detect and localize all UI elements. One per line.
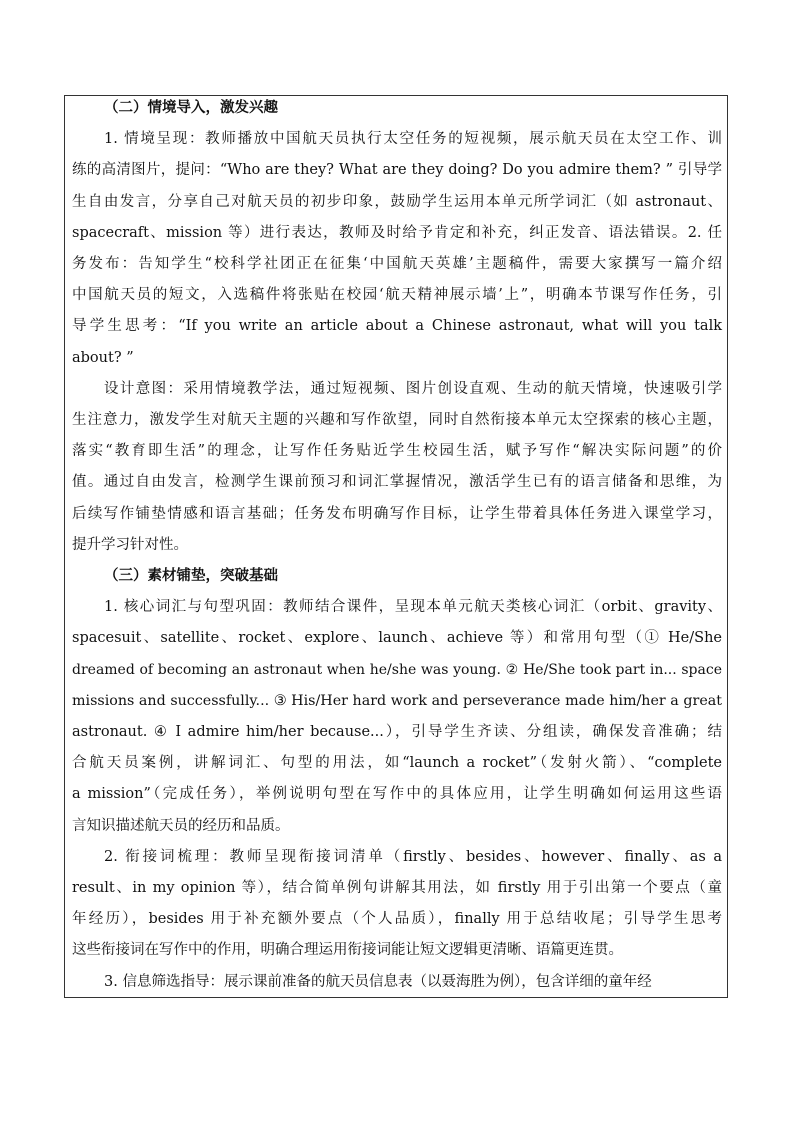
paragraph-line: 值。通过自由发言，检测学生课前预习和词汇掌握情况，激活学生已有的语言储备和思维，为: [72, 474, 722, 491]
paragraph-line: astronaut. ④ I admire him/her because...），引导学生齐读、分组读，确保发音准确；结: [72, 724, 722, 740]
paragraph-line: spacecraft、mission 等）进行表达，教师及时给予肯定和补充，纠正发音、语法错误。2. 任: [72, 224, 722, 241]
paragraph-line: 年经历），besides 用于补充额外要点（个人品质），finally 用于总结收尾；引导学生思考: [72, 911, 722, 928]
paragraph-last-line: 这些衔接词在写作中的作用，明确合理运用衔接词能让短文逻辑更清晰、语篇更连贯。: [72, 942, 623, 959]
section-heading: （三）素材铺垫，突破基础: [104, 567, 278, 584]
paragraph-line: a mission”（完成任务），举例说明句型在写作中的具体应用，让学生明确如何运用这些语: [72, 786, 722, 803]
paragraph-first-line: 1. 核心词汇与句型巩固：教师结合课件，呈现本单元航天类核心词汇（orbit、gravity、: [104, 599, 722, 616]
paragraph-first-line: 3. 信息筛选指导：展示课前准备的航天员信息表（以聂海胜为例），包含详细的童年经: [104, 973, 652, 990]
paragraph-first-line: 设计意图：采用情境教学法，通过短视频、图片创设直观、生动的航天情境，快速吸引学: [104, 380, 722, 397]
paragraph-first-line: 1. 情境呈现：教师播放中国航天员执行太空任务的短视频，展示航天员在太空工作、训: [104, 131, 722, 148]
paragraph-first-line: 2. 衔接词梳理：教师呈现衔接词清单（firstly、besides、however、finally、as a: [104, 848, 722, 865]
paragraph-line: missions and successfully... ③ His/Her hard work and perseverance made him/her a great: [72, 692, 722, 709]
paragraph-line: dreamed of becoming an astronaut when he/she was young. ② He/She took part in... space: [72, 661, 722, 678]
section-heading: （二）情境导入，激发兴趣: [104, 99, 278, 116]
paragraph-line: spacesuit、satellite、rocket、explore、launch、achieve 等）和常用句型（① He/She: [72, 630, 722, 647]
paragraph-line: 生自由发言，分享自己对航天员的初步印象，鼓励学生运用本单元所学词汇（如 astronaut、: [72, 193, 722, 210]
paragraph-line: 合航天员案例，讲解词汇、句型的用法，如“launch a rocket”（发射火箭）、“complete: [72, 755, 722, 772]
paragraph-line: 中国航天员的短文，入选稿件将张贴在校园‘航天精神展示墙’上”，明确本节课写作任务，引: [72, 287, 722, 304]
paragraph-line: 生注意力，激发学生对航天主题的兴趣和写作欲望，同时自然衔接本单元太空探索的核心主题，: [72, 412, 722, 428]
paragraph-line: result、in my opinion 等），结合简单例句讲解其用法，如 firstly 用于引出第一个要点（童: [72, 880, 722, 896]
paragraph-line: 落实“教育即生活”的理念，让写作任务贴近学生校园生活，赋予写作“解决实际问题”的价: [72, 443, 722, 460]
paragraph-line: 后续写作铺垫情感和语言基础；任务发布明确写作目标，让学生带着具体任务进入课堂学习，: [72, 505, 722, 522]
paragraph-last-line: 言知识描述航天员的经历和品质。: [72, 817, 290, 834]
paragraph-line: 务发布：告知学生“校科学社团正在征集‘中国航天英雄’主题稿件，需要大家撰写一篇介绍: [72, 256, 722, 272]
paragraph-line: 导学生思考：“If you write an article about a Chinese astronaut, what will you talk: [72, 318, 722, 335]
paragraph-line: 练的高清图片，提问：“Who are they? What are they doing? Do you admire them? ” 引导学: [72, 162, 722, 179]
paragraph-last-line: about? ”: [72, 349, 134, 366]
paragraph-last-line: 提升学习针对性。: [72, 536, 188, 553]
